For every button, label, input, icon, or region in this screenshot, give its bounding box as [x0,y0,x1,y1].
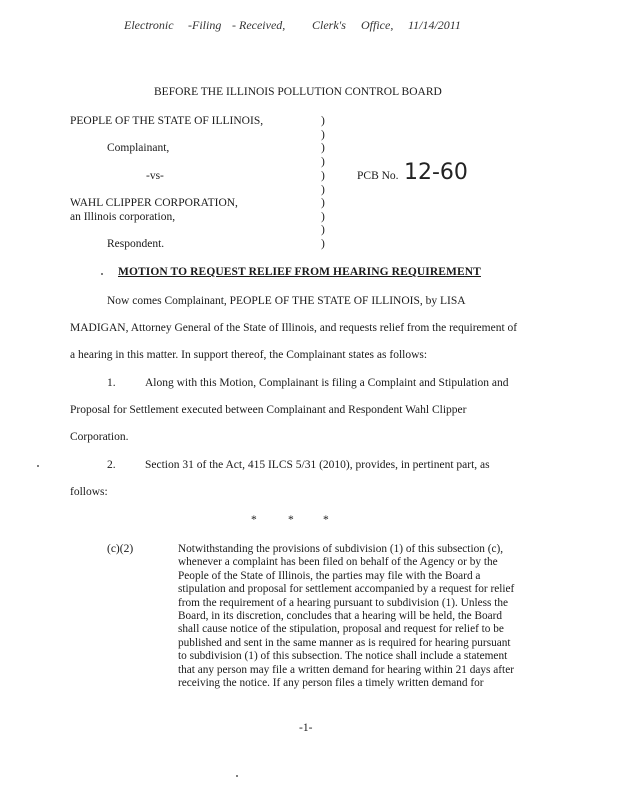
quote-line: Notwithstanding the provisions of subdivision (1) of this subsection (c), [178,543,504,555]
board-heading: BEFORE THE ILLINOIS POLLUTION CONTROL BOARD [154,86,442,98]
quote-line: receiving the notice. If any person files a timely written demand for [178,677,484,690]
quote-line: People of the State of Illinois, the parties may file with the Board a [178,569,481,582]
intro-line-3: a hearing in this matter. In support thereof, the Complainant states as follows: [70,349,428,361]
motion-title: MOTION TO REQUEST RELIEF FROM HEARING REQUIREMENT [118,266,481,278]
caption-paren: ) [321,197,325,209]
asterisk: * [288,514,294,526]
stray-mark [236,775,238,777]
efiling-header-received: - Received, [232,18,286,32]
quote-line: to subdivision (1) of this subsection. The notice shall include a statement [178,650,508,663]
efiling-header-filing: -Filing [188,18,222,32]
stray-mark [37,465,39,467]
paragraph-1-line-3: Corporation. [70,431,129,443]
page-number: -1- [299,722,313,734]
caption-versus: -vs- [146,170,164,182]
caption-defendant: WAHL CLIPPER CORPORATION, [70,197,238,209]
caption-paren: ) [321,129,325,141]
caption-paren: ) [321,170,325,182]
caption-respondent-role: Respondent. [107,238,165,250]
paragraph-2-line-2: follows: [70,486,108,498]
quote-label: (c)(2) [107,543,134,555]
caption-paren: ) [321,184,325,196]
caption-complainant-role: Complainant, [107,142,170,154]
intro-line-1: Now comes Complainant, PEOPLE OF THE STATE OF ILLINOIS, by LISA [107,295,466,307]
pcb-number-label: PCB No. [357,170,399,182]
quote-line: stipulation and proposal for settlement accompanied by a request for relief [178,583,515,596]
quote-line: shall cause notice of the stipulation, proposal and request for relief to be [178,623,504,636]
caption-paren: ) [321,142,325,154]
caption-paren: ) [321,211,325,223]
caption-paren: ) [321,238,325,250]
efiling-header-office: Office, [361,18,394,32]
statute-quote [178,543,518,690]
intro-line-2: MADIGAN, Attorney General of the State of Illinois, and requests relief from the requirement of [70,322,518,334]
paragraph-2-line-1: Section 31 of the Act, 415 ILCS 5/31 (2010), provides, in pertinent part, as [145,459,490,471]
paragraph-1-line-2: Proposal for Settlement executed between Complainant and Respondent Wahl Clipper [70,404,467,416]
caption-paren: ) [321,224,325,236]
caption-defendant-desc: an Illinois corporation, [70,211,176,223]
pcb-number-handwritten: 12-60 [404,160,468,185]
quote-line: that any person may file a written demand for hearing within 21 days after [178,663,514,676]
paragraph-1-line-1: Along with this Motion, Complainant is filing a Complaint and Stipulation and [145,377,509,389]
efiling-header-date: 11/14/2011 [408,18,461,32]
paragraph-1-number: 1. [107,377,116,389]
efiling-header-clerks: Clerk's [312,18,346,32]
paragraph-2-number: 2. [107,459,116,471]
quote-line: whenever a complaint has been filed on behalf of the Agency or by the [178,556,498,569]
stray-mark [101,273,103,275]
quote-line: from the requirement of a hearing pursuant to subdivision (1). Unless the [178,596,509,609]
caption-plaintiff: PEOPLE OF THE STATE OF ILLINOIS, [70,115,264,127]
quote-line: Board, in its discretion, concludes that a hearing will be held, the Board [178,610,503,623]
caption-paren: ) [321,115,325,127]
asterisk: * [251,514,257,526]
asterisk: * [323,514,329,526]
caption-paren: ) [321,156,325,168]
quote-line: published and sent in the same manner as is required for hearing pursuant [178,636,511,649]
efiling-header-electronic: Electronic [124,18,174,32]
